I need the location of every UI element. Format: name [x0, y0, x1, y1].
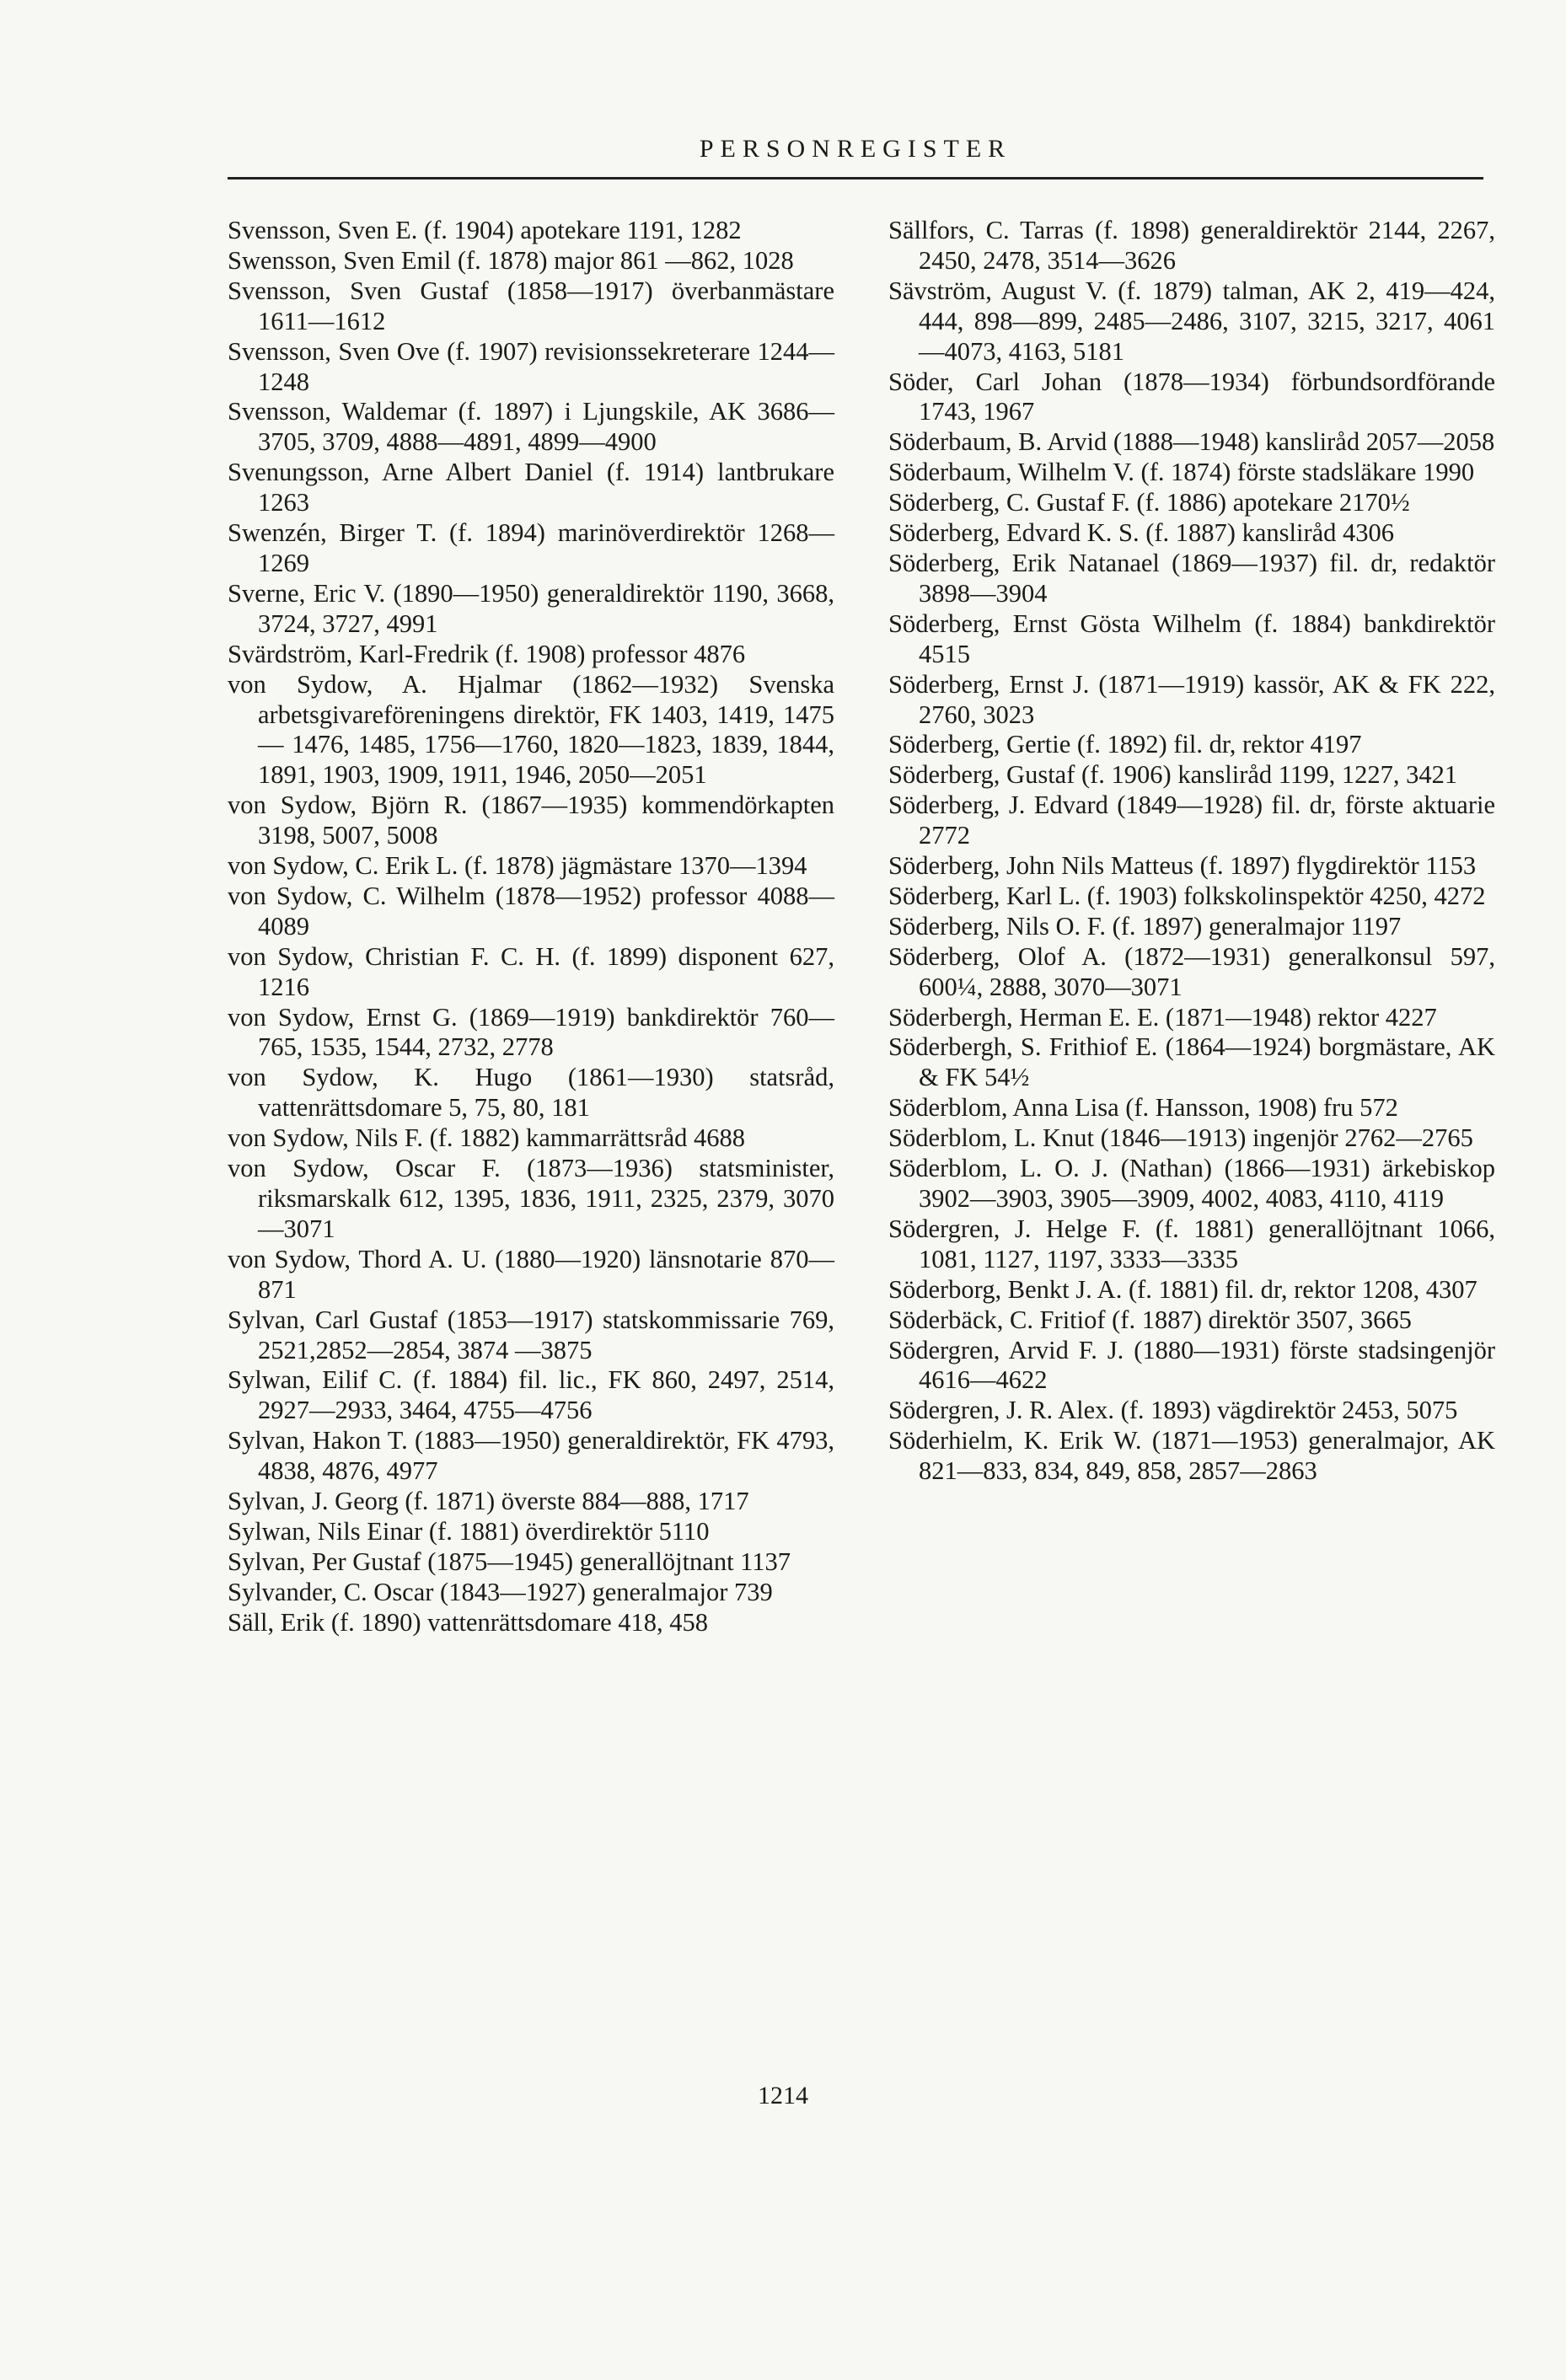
left-column [228, 216, 834, 1638]
index-entry: Sylwan, Nils Einar (f. 1881) överdirektör 5110 [228, 1516, 710, 1546]
index-entry: von Sydow, Oscar F. (1873—1936) statsminister, riksmarskalk 612, 1395, 1836, 1911, 2325, 2379, 3070—3071 [228, 1154, 834, 1243]
index-entry: Söderberg, Ernst Gösta Wilhelm (f. 1884) bankdirektör 4515 [888, 608, 1495, 668]
index-entry: von Sydow, Ernst G. (1869—1919) bankdirektör 760—765, 1535, 1544, 2732, 2778 [228, 1002, 834, 1062]
index-entry: Söderhielm, K. Erik W. (1871—1953) generalmajor, AK 821—833, 834, 849, 858, 2857—2863 [888, 1426, 1495, 1486]
index-entry: Söderberg, Gustaf (f. 1906) kanslіråd 1199, 1227, 3421 [888, 760, 1458, 790]
index-entry: Sylvan, Carl Gustaf (1853—1917) statskommissarie 769, 2521,2852—2854, 3874 —3875 [228, 1305, 834, 1364]
index-entry: Söderbergh, Herman E. E. (1871—1948) rektor 4227 [888, 1002, 1437, 1032]
index-entry: Sverne, Eric V. (1890—1950) generaldirektör 1190, 3668, 3724, 3727, 4991 [228, 578, 834, 638]
index-entry: Söderberg, Ernst J. (1871—1919) kassör, AK & FK 222, 2760, 3023 [888, 669, 1495, 729]
index-entry: Södergren, J. Helge F. (f. 1881) generallöjtnant 1066, 1081, 1127, 1197, 3333—3335 [888, 1214, 1495, 1273]
index-entry: Söderbaum, B. Arvid (1888—1948) kansliråd 2057—2058 [888, 427, 1495, 457]
index-entry: Svärdström, Karl-Fredrik (f. 1908) professor 4876 [228, 639, 746, 668]
index-entry: Södergren, J. R. Alex. (f. 1893) vägdirektör 2453, 5075 [888, 1396, 1458, 1425]
index-entry: Söderberg, C. Gustaf F. (f. 1886) apotekare 2170½ [888, 488, 1410, 517]
index-entry: Söderberg, Olof A. (1872—1931) generalkonsul 597, 600¼, 2888, 3070—3071 [888, 941, 1495, 1001]
index-entry: Söderberg, Karl L. (f. 1903) folkskolinspektör 4250, 4272 [888, 881, 1486, 910]
index-entry: Söderblom, L. Knut (1846—1913) ingenjör 2762—2765 [888, 1123, 1473, 1153]
index-entry: Svensson, Sven Gustaf (1858—1917) överbanmästare 1611—1612 [228, 276, 834, 335]
index-entry: Svenungsson, Arne Albert Daniel (f. 1914) lantbrukare 1263 [228, 458, 834, 517]
index-entry: Söderberg, Erik Natanael (1869—1937) fil. dr, redaktör 3898—3904 [888, 548, 1495, 608]
index-entry: Söderbaum, Wilhelm V. (f. 1874) förste stadsläkare 1990 [888, 458, 1475, 487]
index-entry: Svensson, Sven Ove (f. 1907) revisionssekreterare 1244—1248 [228, 336, 834, 396]
index-entry: Söderbäck, C. Fritiof (f. 1887) direktör 3507, 3665 [888, 1305, 1412, 1334]
index-entry: Sylvan, Hakon T. (1883—1950) generaldirektör, FK 4793, 4838, 4876, 4977 [228, 1426, 834, 1486]
index-entry: Swenzén, Birger T. (f. 1894) marinöverdirektör 1268—1269 [228, 518, 834, 577]
index-entry: Swensson, Sven Emil (f. 1878) major 861 —862, 1028 [228, 245, 794, 275]
right-column [888, 216, 1495, 1487]
index-entry: Sävström, August V. (f. 1879) talman, AK 2, 419—424, 444, 898—899, 2485—2486, 3107, 3215, 3217, 4061—4073, 4163, 5181 [888, 276, 1495, 366]
index-entry: von Sydow, C. Wilhelm (1878—1952) professor 4088—4089 [228, 881, 834, 941]
index-entry: Sällfors, C. Tarras (f. 1898) generaldirektör 2144, 2267, 2450, 2478, 3514—3626 [888, 216, 1495, 275]
index-entry: Söderberg, Gertie (f. 1892) fil. dr, rektor 4197 [888, 730, 1362, 759]
index-entry: Söderberg, John Nils Matteus (f. 1897) flygdirektör 1153 [888, 851, 1477, 881]
index-entry: von Sydow, K. Hugo (1861—1930) statsråd, vattenrättsdomare 5, 75, 80, 181 [228, 1063, 834, 1123]
index-entry: Söderberg, Edvard K. S. (f. 1887) kanslіråd 4306 [888, 518, 1395, 548]
index-entry: Säll, Erik (f. 1890) vattenrättsdomare 418, 458 [228, 1607, 709, 1637]
index-entry: von Sydow, Björn R. (1867—1935) kommendörkapten 3198, 5007, 5008 [228, 791, 834, 850]
index-entry: von Sydow, C. Erik L. (f. 1878) jägmästare 1370—1394 [228, 851, 807, 881]
index-entry: Svensson, Sven E. (f. 1904) apotekare 1191, 1282 [228, 216, 742, 244]
index-entry: Söderborg, Benkt J. A. (f. 1881) fil. dr, rektor 1208, 4307 [888, 1274, 1478, 1304]
index-entry: Söderberg, Nils O. F. (f. 1897) generalmajor 1197 [888, 911, 1402, 941]
index-entry: von Sydow, A. Hjalmar (1862—1932) Svenska arbetsgivareföreningens direktör, FK 1403, 1419, 1475— 1476, 1485, 1756—1760, 1820—1823, 1839, 1844, 1891, 1903, 1909, 1911, 1946, 2050—2051 [228, 669, 834, 790]
index-entry: Söderbergh, S. Frithiof E. (1864—1924) borgmästare, AK & FK 54½ [888, 1032, 1495, 1092]
index-entry: von Sydow, Thord A. U. (1880—1920) länsnotarie 870—871 [228, 1244, 834, 1304]
index-entry: Sylvan, Per Gustaf (1875—1945) generallöjtnant 1137 [228, 1546, 791, 1576]
page-number: 1214 [758, 2082, 808, 2109]
index-entry: Söderberg, J. Edvard (1849—1928) fil. dr, förste aktuarie 2772 [888, 791, 1495, 850]
index-entry: Södergren, Arvid F. J. (1880—1931) förste stadsingenjör 4616—4622 [888, 1335, 1495, 1395]
index-entry: Söderblom, Anna Lisa (f. Hansson, 1908) fru 572 [888, 1093, 1398, 1123]
index-entry: Sylwan, Eilif C. (f. 1884) fil. lic., FK 860, 2497, 2514, 2927—2933, 3464, 4755—4756 [228, 1365, 834, 1425]
index-entry: von Sydow, Christian F. C. H. (f. 1899) disponent 627, 1216 [228, 941, 834, 1001]
index-entry: Svensson, Waldemar (f. 1897) i Ljungskile, AK 3686—3705, 3709, 4888—4891, 4899—4900 [228, 397, 834, 457]
index-entry: Söder, Carl Johan (1878—1934) förbundsordförande 1743, 1967 [888, 367, 1495, 426]
index-entry: von Sydow, Nils F. (f. 1882) kammarrättsråd 4688 [228, 1123, 745, 1153]
header-rule [228, 177, 1483, 180]
index-entry: Sylvan, J. Georg (f. 1871) överste 884—888, 1717 [228, 1487, 749, 1516]
running-header: PERSONREGISTER [699, 135, 1012, 163]
index-entry: Söderblom, L. O. J. (Nathan) (1866—1931) ärkebiskop 3902—3903, 3905—3909, 4002, 4083, 4110, 4119 [888, 1154, 1495, 1213]
index-entry: Sylvander, C. Oscar (1843—1927) generalmajor 739 [228, 1577, 773, 1606]
